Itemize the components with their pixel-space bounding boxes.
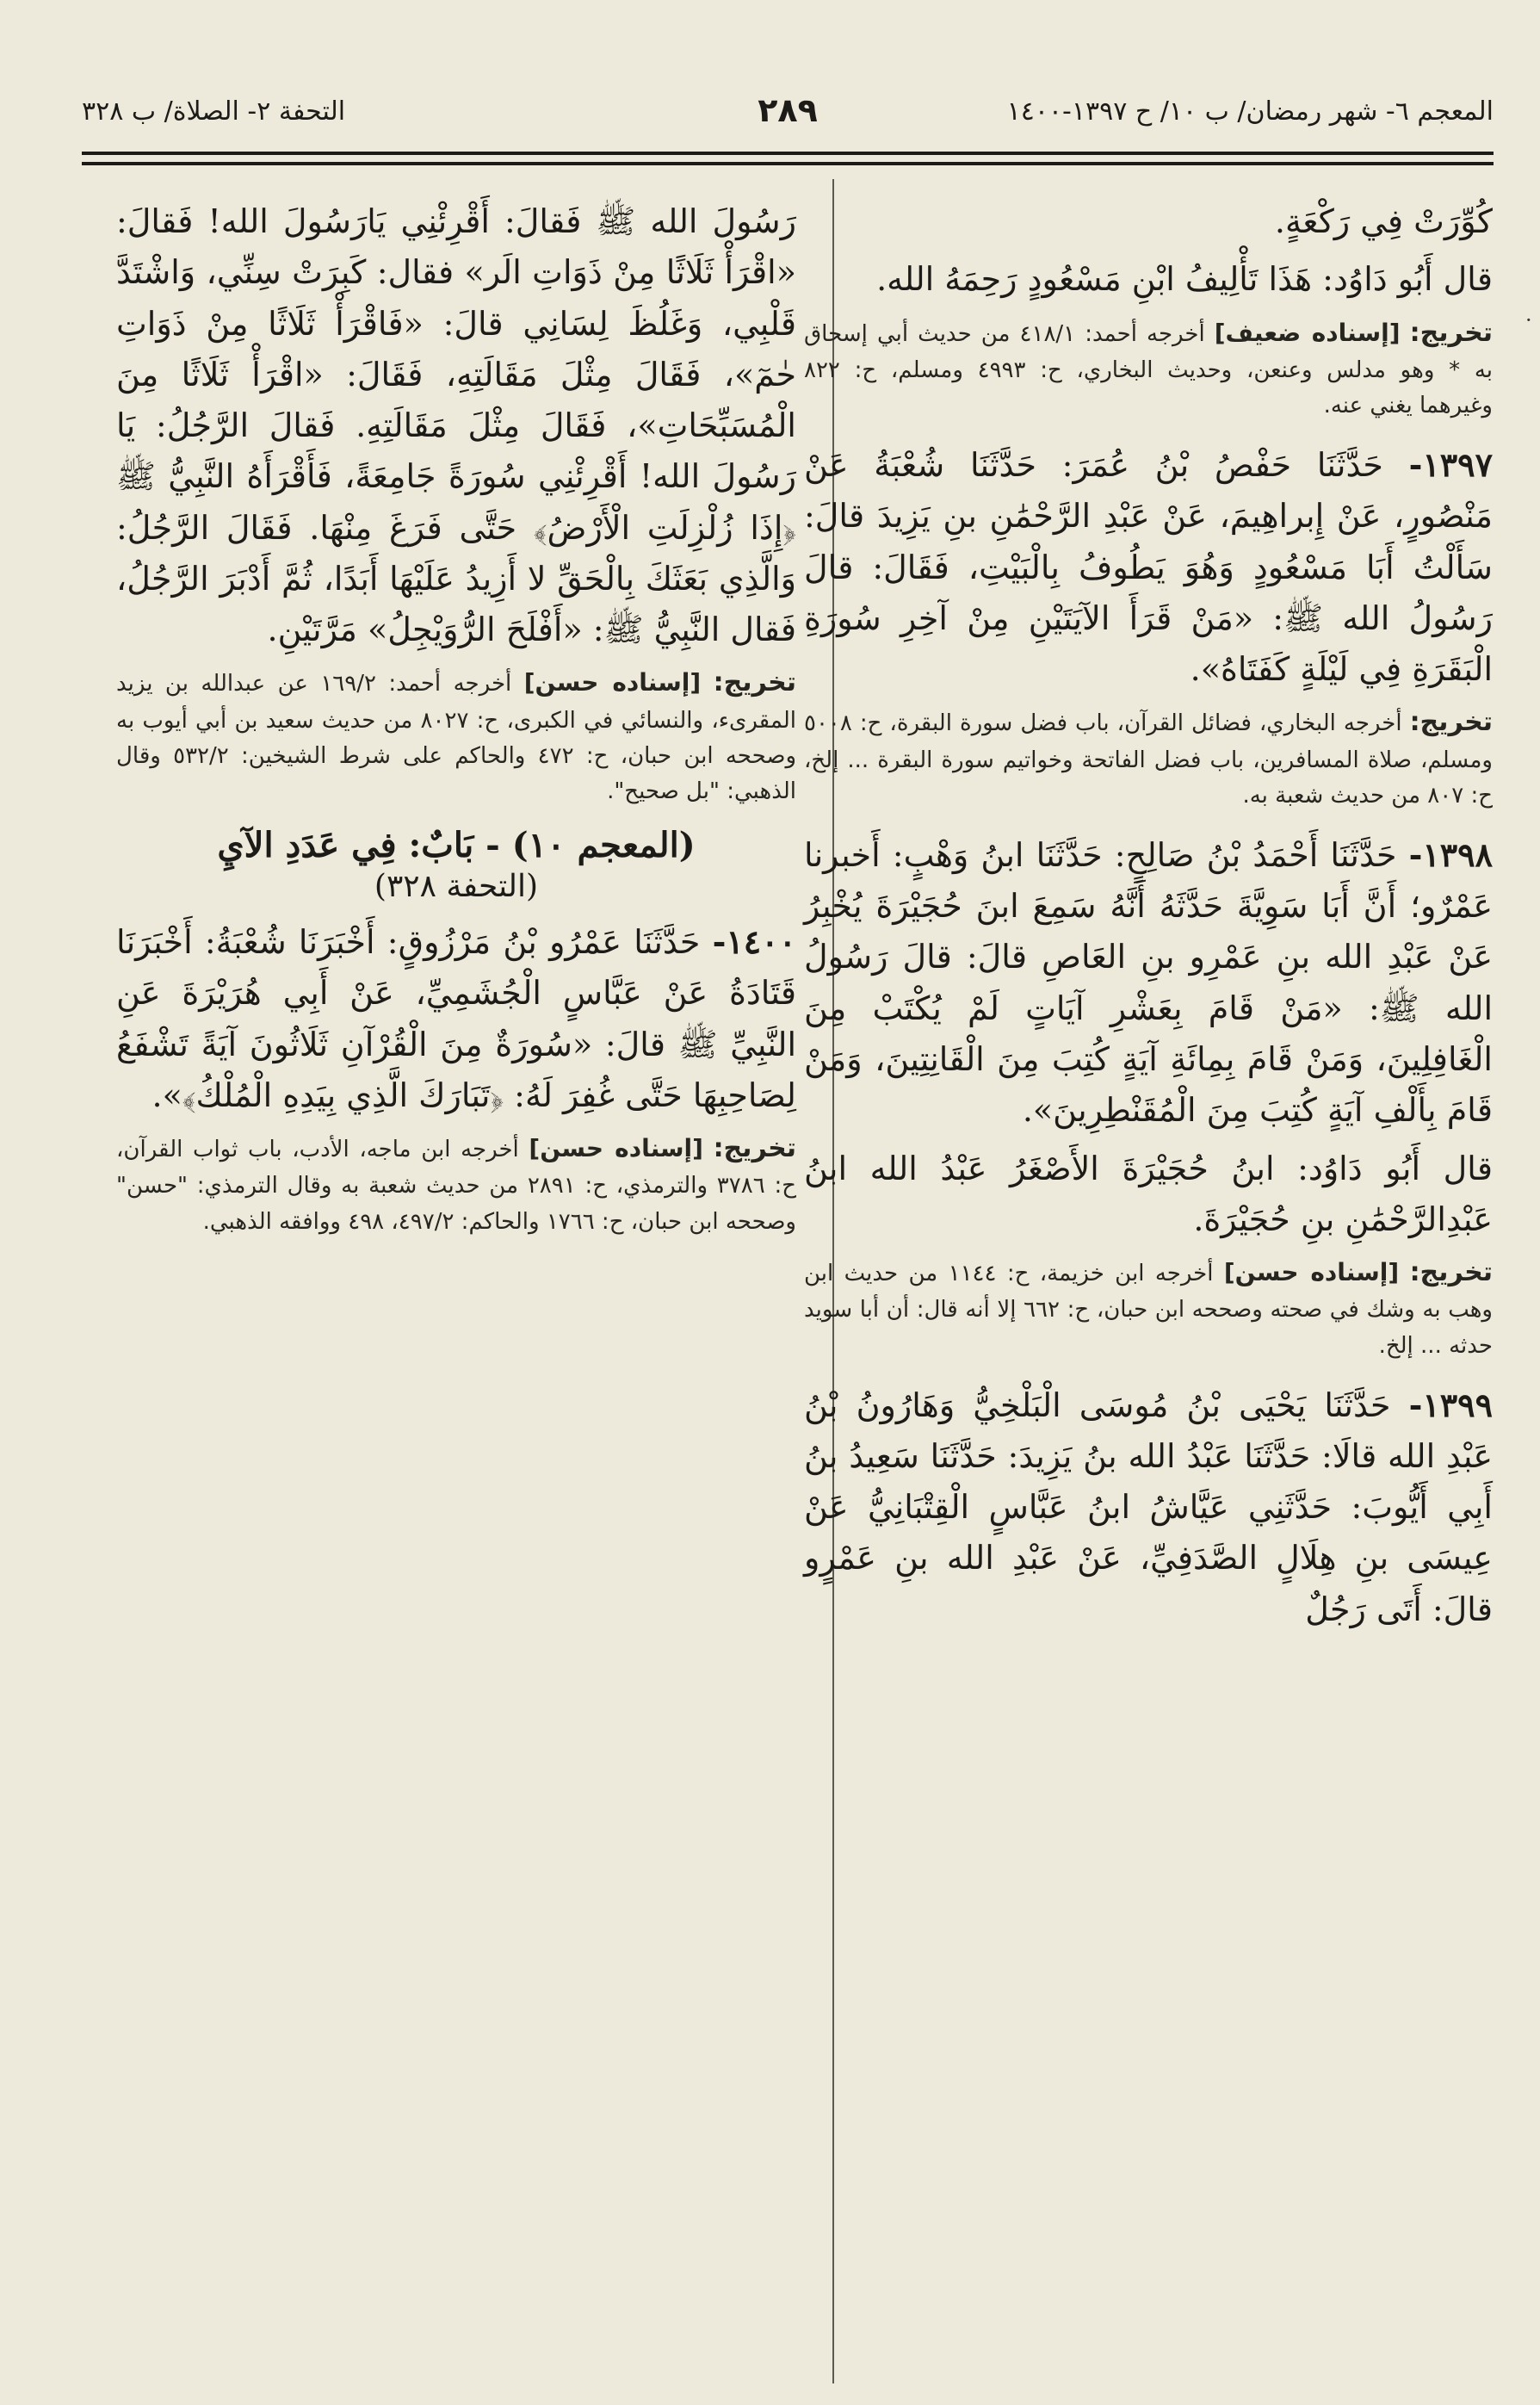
abu-dawud-comment: قال أَبُو دَاوُد: هَذَا تَأْلِيفُ ابْنِ مَسْعُودٍ رَحِمَهُ الله. [876, 260, 1493, 299]
takhrij-note [804, 313, 1493, 425]
hadith-1397 [804, 439, 1493, 695]
header-tuhfa-reference: التحفة ٢- الصلاة/ ب ٣٢٨ [82, 96, 346, 127]
hadith-1400 [116, 916, 796, 1121]
hadith-number: ١٣٩٧- [1408, 445, 1493, 485]
takhrij-text: أخرجه أحمد: ١٦٩/٢ عن عبدالله بن يزيد المقرىء، والنسائي في الكبرى، ح: ٨٠٢٧ من حديث سعيد بن أبي أيوب به وصححه ابن حبان، ح: ٤٧٢ والحاكم على شرط الشيخين: ٥٣٢/٢ وقال الذهبي: "بل صحيح". [116, 671, 797, 804]
hadith-1399-continuation: رَسُولَ الله ﷺ فَقالَ: أَقْرِئْنِي يَارَسُولَ الله! فَقالَ: «اقْرَأْ ثَلَاثًا مِنْ ذَوَاتِ الَر» فقال: كَبِرَتْ سِنِّي، وَاشْتَدَّ قَلْبِي، وَغَلُظَ لِسَانِي قالَ: «فَاقْرَأْ ثَلَاثًا مِنْ ذَوَاتِ حٰمٓ»، فَقَالَ مِثْلَ مَقَالَتِهِ، فَقَالَ: «اقْرَأْ ثَلَاثًا مِنَ الْمُسَبِّحَاتِ»، فَقَالَ مِثْلَ مَقَالَتِهِ. فَقالَ الرَّجُلُ: يَا رَسُولَ الله! أَقْرِئْنِي سُورَةً جَامِعَةً، فَأَقْرَأَهُ النَّبِيُّ ﷺ ﴿إِذَا زُلْزِلَتِ الْأَرْضُ﴾ حَتَّى فَرَغَ مِنْهَا. فَقَالَ الرَّجُلُ: وَالَّذِي بَعَثَكَ بِالْحَقِّ لا أَزِيدُ عَلَيْهَا أَبَدًا، ثُمَّ أَدْبَرَ الرَّجُلُ، فَقال النَّبِيُّ ﷺ: «أَفْلَحَ الرُّوَيْجِلُ» مَرَّتَيْنِ. [116, 202, 796, 649]
takhrij-label: تخريج: [1409, 1257, 1493, 1288]
takhrij-text: أخرجه أحمد: ٤١٨/١ من حديث أبي إسحاق به * وهو مدلس وعنعن، وحديث البخاري، ح: ٤٩٩٣ ومسلم، ح: ٨٢٢ وغيرهما يغني عنه. [804, 320, 1493, 418]
hadith-text: حَدَّثَنَا أَحْمَدُ بْنُ صَالِحٍ: حَدَّثَنَا ابنُ وَهْبٍ: أَخبرنا عَمْرٌو؛ أَنَّ أَبَا سَوِيَّةَ حَدَّثَهُ أَنَّهُ سَمِعَ ابنَ حُجَيْرَةَ يُخْبِرُ عَنْ عَبْدِ الله بنِ عَمْرِو بنِ العَاصِ قالَ: قالَ رَسُولُ الله ﷺ: «مَنْ قَامَ بِعَشْرِ آيَاتٍ لَمْ يُكْتَبْ مِنَ الْغَافِلِينَ، وَمَنْ قَامَ بِمِائَةِ آيَةٍ كُتِبَ مِنَ الْقَانِتِينَ، وَمَنْ قَامَ بِأَلْفِ آيَةٍ كُتِبَ مِنَ الْمُقَنْطِرِينَ». [804, 835, 1493, 1130]
takhrij-note [804, 1252, 1493, 1364]
page-number: ٢٨٩ [758, 91, 818, 129]
chapter-tuhfa-reference: (التحفة ٣٢٨) [374, 869, 539, 905]
header-rule-bottom [82, 162, 1494, 165]
hadith-text: حَدَّثَنَا حَفْصُ بْنُ عُمَرَ: حَدَّثَنَا شُعْبَةُ عَنْ مَنْصُورٍ، عَنْ إِبراهِيمَ، عَنْ عَبْدِ الرَّحْمَٰنِ بنِ يَزِيدَ قالَ: سَأَلْتُ أَبَا مَسْعُودٍ وَهُوَ يَطُوفُ بِالْبَيْتِ، فَقَالَ: قالَ رَسُولُ الله ﷺ: «مَنْ قَرَأَ الآيَتَيْنِ مِنْ آخِرِ سُورَةِ الْبَقَرَةِ فِي لَيْلَةٍ كَفَتَاهُ». [804, 446, 1493, 689]
takhrij-text: أخرجه البخاري، فضائل القرآن، باب فضل سورة البقرة، ح: ٥٠٠٨ ومسلم، صلاة المسافرين، باب فضل الفاتحة وخواتيم سورة البقرة ... إلخ، ح: ٨٠٧ من حديث شعبة به. [804, 710, 1493, 809]
takhrij-label: تخريج: [713, 667, 797, 698]
hadith-number: ١٤٠٠- [712, 922, 796, 962]
hadith-1398 [804, 829, 1493, 1137]
takhrij-note [116, 662, 796, 809]
takhrij-label: تخريج: [1409, 707, 1493, 738]
hadith-number: ١٣٩٨- [1408, 834, 1493, 874]
isnad-grade: [إسناده حسن] [1223, 1258, 1400, 1287]
hadith-number: ١٣٩٩- [1408, 1385, 1493, 1424]
isnad-grade: [إسناده حسن] [529, 1134, 703, 1163]
left-column [116, 196, 796, 1255]
margin-mark: · [1525, 308, 1532, 332]
takhrij-label: تخريج: [1409, 317, 1494, 348]
takhrij-text: أخرجه ابن ماجه، الأدب، باب ثواب القرآن، ح: ٣٧٨٦ والترمذي، ح: ٢٨٩١ من حديث شعبة به وقال الترمذي: "حسن" وصححه ابن حبان، ح: ١٧٦٦ والحاكم: ٤٩٧/٢، ٤٩٨ ووافقه الذهبي. [116, 1137, 796, 1235]
isnad-grade: [إسناده ضعيف] [1214, 318, 1401, 347]
continuation-text: كُوِّرَتْ فِي رَكْعَةٍ. [1274, 202, 1493, 240]
takhrij-note [804, 702, 1493, 814]
chapter-heading: (المعجم ١٠) - بَابٌ: فِي عَدَدِ الآيِ [217, 825, 696, 866]
hadith-text: حَدَّثَنَا عَمْرُو بْنُ مَرْزُوقٍ: أَخْبَرَنَا شُعْبَةُ: أَخْبَرَنَا قَتَادَةُ عَنْ عَبَّاسٍ الْجُشَمِيِّ، عَنْ أَبِي هُرَيْرَةَ عَنِ النَّبِيِّ ﷺ قالَ: «سُورَةٌ مِنَ الْقُرْآنِ ثَلَاثُونَ آيَةً تَشْفَعُ لِصَاحِبِهَا حَتَّى غُفِرَ لَهُ: ﴿تَبَارَكَ الَّذِي بِيَدِهِ الْمُلْكُ﴾». [116, 923, 796, 1114]
takhrij-label: تخريج: [713, 1133, 796, 1164]
abu-dawud-comment: قال أَبُو دَاوُد: ابنُ حُجَيْرَةَ الأَصْغَرُ عَبْدُ الله ابنُ عَبْدِالرَّحْمَٰنِ بنِ حُجَيْرَةَ. [804, 1149, 1493, 1238]
header-mujam-reference: المعجم ٦- شهر رمضان/ ب ١٠/ ح ١٣٩٧-١٤٠٠ [1006, 96, 1494, 127]
hadith-text: حَدَّثَنَا يَحْيَى بْنُ مُوسَى الْبَلْخِيُّ وَهَارُونُ بْنُ عَبْدِ الله قالَا: حَدَّثَنَا عَبْدُ الله بنُ يَزِيدَ: حَدَّثَنَا سَعِيدُ بنُ أَبِي أَيُّوبَ: حَدَّثَنِي عَيَّاشُ ابنُ عَبَّاسٍ الْقِتْبَانِيُّ عَنْ عِيسَى بنِ هِلَالٍ الصَّدَفِيِّ، عَنْ عَبْدِ الله بنِ عَمْرٍو قالَ: أَتَى رَجُلٌ [804, 1385, 1493, 1628]
hadith-1399 [804, 1379, 1493, 1635]
header-rule-top [82, 152, 1494, 155]
takhrij-note [116, 1128, 796, 1240]
takhrij-text: أخرجه ابن خزيمة، ح: ١١٤٤ من حديث ابن وهب به وشك في صحته وصححه ابن حبان، ح: ٦٦٢ إلا أنه قال: أن أبا سويد حدثه ... إلخ. [804, 1261, 1493, 1359]
isnad-grade: [إسناده حسن] [523, 668, 702, 697]
right-column [804, 196, 1493, 1642]
page-header [82, 91, 1494, 148]
